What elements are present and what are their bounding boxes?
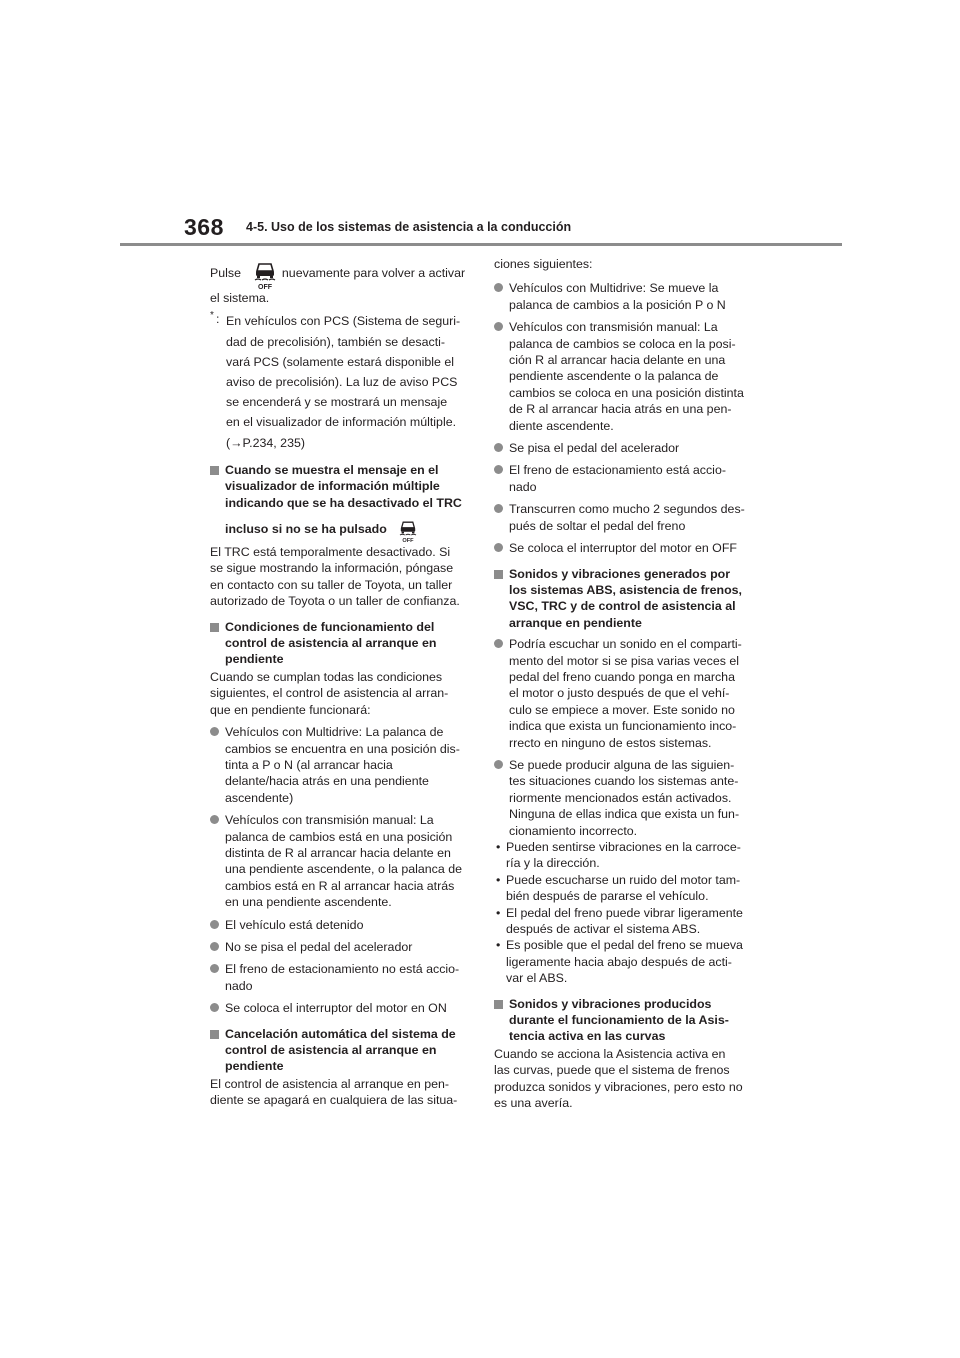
paragraph-line: Cuando se cumplan todas las condiciones	[210, 669, 443, 684]
heading-square-icon	[210, 466, 219, 475]
footnote-line: (→P.234, 235)	[226, 435, 305, 450]
heading-auto-cancel	[210, 1026, 472, 1075]
sub-list-item-line: Puede escucharse un ruido del motor tam-	[506, 872, 741, 887]
right-column	[494, 256, 756, 1112]
list-item	[494, 319, 756, 434]
paragraph-line: Cuando se acciona la Asistencia activa en	[494, 1046, 726, 1061]
list-item-line: pués de soltar el pedal del freno	[509, 518, 686, 533]
heading-line: VSC, TRC y de control de asistencia al	[509, 599, 736, 614]
list-item-line: pedal del freno cuando ponga en marcha	[509, 669, 735, 684]
list-item-line: rrecto en ninguno de estos sistemas.	[509, 735, 712, 750]
list-item-line: El freno de estacionamiento está accio-	[509, 463, 726, 478]
heading-line: pendiente	[225, 1059, 284, 1074]
heading-line: Condiciones de funcionamiento del	[225, 619, 435, 634]
bullet-dot-icon	[494, 543, 503, 552]
list-item-line: Se coloca el interruptor del motor en ON	[225, 1001, 447, 1016]
paragraph-line: las curvas, puede que el sistema de frenos	[494, 1063, 730, 1078]
list-item-line: tes situaciones cuando los sistemas ante-	[509, 774, 739, 789]
heading-curve-assist-sounds	[494, 996, 756, 1045]
sub-list-item	[494, 937, 756, 986]
left-column	[210, 258, 472, 1109]
list-item	[494, 636, 756, 751]
list-item-line: cionamiento incorrecto.	[509, 823, 638, 838]
heading-square-icon	[210, 623, 219, 632]
list-item-line: palanca de cambios se coloca en la posi-	[509, 336, 736, 351]
bullet-dot-icon	[494, 283, 503, 292]
list-item-line: El freno de estacionamiento no está accio-	[225, 962, 460, 977]
heading-line: control de asistencia al arranque en	[225, 636, 437, 651]
sub-list-item-line: El pedal del freno puede vibrar ligeramente	[506, 905, 743, 920]
list-item-line: Podría escuchar un sonido en el comparti-	[509, 637, 742, 652]
heading-line: Sonidos y vibraciones producidos	[509, 996, 712, 1011]
paragraph-line: diente se apagará en cualquiera de las situa-	[210, 1093, 458, 1108]
bullet-dot-icon	[494, 639, 503, 648]
heading-line: Sonidos y vibraciones generados por	[509, 566, 731, 581]
list-item	[210, 1000, 472, 1016]
list-item	[210, 917, 472, 933]
heading-line: arranque en pendiente	[509, 615, 642, 630]
paragraph-line: autorizado de Toyota o un taller de confianza.	[210, 594, 460, 609]
paragraph	[494, 1046, 756, 1112]
list-item-line: ascendente)	[225, 790, 294, 805]
sub-bullet-icon: •	[496, 840, 501, 854]
heading-square-icon	[210, 1030, 219, 1039]
paragraph-line: El TRC está temporalmente desactivado. Si	[210, 545, 451, 560]
heading-line: indicando que se ha desactivado el TRC	[225, 495, 462, 510]
bullet-dot-icon	[210, 942, 219, 951]
heading-line: tencia activa en las curvas	[509, 1029, 666, 1044]
heading-square-icon	[494, 570, 503, 579]
list-item	[494, 440, 756, 456]
list-item-line: delante/hacia atrás en una pendiente	[225, 774, 429, 789]
list-item-line: el motor o justo después de que el vehí-	[509, 686, 730, 701]
heading-line: Cuando se muestra el mensaje en el	[225, 462, 439, 477]
list-item-line: de R al arrancar hacia atrás en una pen-	[509, 402, 732, 417]
footnote-line: en el visualizador de información múltiple.	[226, 415, 457, 430]
bullet-dot-icon	[494, 760, 503, 769]
sub-list-item-line: después de activar el sistema ABS.	[506, 922, 701, 937]
footnote-mark: *	[210, 310, 214, 322]
list-item-line: ción R al arrancar hacia delante en una	[509, 353, 726, 368]
list-item-line: pendiente ascendente o la palanca de	[509, 369, 719, 384]
pulse-after-text: nuevamente para volver a activar	[281, 266, 466, 280]
list-item-line: una pendiente ascendente, o la palanca de	[225, 862, 462, 877]
heading-line: durante el funcionamiento de la Asis-	[509, 1013, 729, 1028]
sub-list-item-line: var el ABS.	[506, 971, 568, 986]
paragraph	[210, 1076, 472, 1109]
list-item	[494, 280, 756, 313]
pulse-instruction	[210, 258, 472, 288]
footnote-line: En vehículos con PCS (Sistema de seguri-	[226, 314, 461, 329]
paragraph	[210, 544, 472, 610]
sub-list-item-line: Es posible que el pedal del freno se mueva	[506, 938, 743, 953]
heading-trc-message	[210, 462, 472, 543]
vsc-off-icon-label: OFF	[402, 537, 414, 544]
list-item-line: Se pisa el pedal del acelerador	[509, 441, 680, 456]
vsc-off-icon	[244, 260, 278, 288]
list-item-line: Vehículos con transmisión manual: La	[509, 320, 718, 335]
heading-abs-sounds	[494, 566, 756, 632]
list-item-line: cambios se coloca en una posición distinta	[509, 385, 744, 400]
sub-list-item	[494, 839, 756, 872]
header-rule	[120, 243, 842, 246]
heading-line: Cancelación automática del sistema de	[225, 1026, 456, 1041]
list-item-line: indica que exista un funcionamiento inco-	[509, 719, 737, 734]
list-item	[494, 462, 756, 495]
heading-line: incluso si no se ha pulsado	[225, 522, 387, 537]
heading-line: los sistemas ABS, asistencia de frenos,	[509, 582, 742, 597]
bullet-dot-icon	[494, 322, 503, 331]
paragraph-line: es una avería.	[494, 1096, 573, 1111]
heading-line: visualizador de información múltiple	[225, 479, 440, 494]
list-item-line: Ninguna de ellas indica que exista un fun-	[509, 807, 740, 822]
paragraph: ciones siguientes:	[494, 257, 593, 271]
list-item	[210, 961, 472, 994]
list-item	[210, 724, 472, 806]
heading-hill-start-conditions	[210, 619, 472, 668]
sub-list-item-line: bién después de pararse el vehículo.	[506, 889, 709, 904]
heading-line-with-icon	[225, 515, 472, 543]
list-item	[494, 757, 756, 839]
paragraph-line: se sigue mostrando la información, póngase	[210, 561, 454, 576]
list-item-line: Transcurren como mucho 2 segundos des-	[509, 502, 745, 517]
bullet-dot-icon	[210, 1003, 219, 1012]
vsc-off-icon	[396, 517, 420, 543]
sub-list-item-line: ría y la dirección.	[506, 856, 600, 871]
bullet-dot-icon	[494, 504, 503, 513]
sub-bullet-icon: •	[496, 872, 501, 887]
footnote-line: vará PCS (solamente estará disponible el	[226, 354, 454, 369]
footnote-line: se encenderá y se mostrará un mensaje	[226, 395, 448, 410]
paragraph	[210, 669, 472, 718]
heading-line: pendiente	[225, 652, 284, 667]
list-item-line: No se pisa el pedal del acelerador	[225, 939, 413, 954]
list-item-line: cambios está en R al arrancar hacia atrás	[225, 878, 455, 893]
sub-list-item	[494, 905, 756, 938]
pulse-before-text: Pulse	[210, 266, 241, 280]
list-item-line: Se coloca el interruptor del motor en OFF	[509, 541, 737, 556]
list-item	[494, 501, 756, 534]
page-number: 368	[184, 214, 224, 240]
footnote	[210, 311, 472, 452]
heading-line: control de asistencia al arranque en	[225, 1043, 437, 1058]
paragraph-line: siguientes, el control de asistencia al arran-	[210, 686, 449, 701]
list-item-line: en una pendiente ascendente.	[225, 895, 392, 910]
list-item-line: Vehículos con Multidrive: La palanca de	[225, 725, 444, 740]
paragraph-line: produzca sonidos y vibraciones, pero esto no	[494, 1079, 743, 1094]
bullet-dot-icon	[210, 964, 219, 973]
list-item-line: nado	[509, 479, 537, 494]
sub-list-item	[494, 872, 756, 905]
paragraph-line: en contacto con su taller de Toyota, un taller	[210, 577, 453, 592]
paragraph-line: que en pendiente funcionará:	[210, 702, 371, 717]
section-title: 4-5. Uso de los sistemas de asistencia a la conducción	[246, 220, 572, 234]
list-item-line: nado	[225, 978, 253, 993]
vsc-off-icon-label: OFF	[258, 283, 273, 290]
list-item-line: distinta de R al arrancar hacia delante en	[225, 845, 451, 860]
list-item-line: culo se empiece a mover. Este sonido no	[509, 702, 735, 717]
list-item-line: Vehículos con transmisión manual: La	[225, 813, 434, 828]
sub-bullet-icon: •	[496, 905, 501, 920]
footnote-line: aviso de precolisión). La luz de aviso PCS	[226, 375, 458, 390]
list-item	[210, 812, 472, 910]
sub-list-item-line: Pueden sentirse vibraciones en la carroce-	[506, 840, 741, 854]
list-item-line: El vehículo está detenido	[225, 917, 364, 932]
footnote-line: dad de precolisión), también se desacti-	[226, 334, 446, 349]
list-item-line: riormente mencionados están activados.	[509, 790, 732, 805]
list-item-line: Se puede producir alguna de las siguien-	[509, 757, 735, 772]
list-item-line: palanca de cambios está en una posición	[225, 829, 453, 844]
list-item-line: diente ascendente.	[509, 418, 614, 433]
list-item	[494, 540, 756, 556]
bullet-dot-icon	[494, 443, 503, 452]
sub-list-item-line: ligeramente hacia abajo después de acti-	[506, 954, 732, 969]
paragraph-line: El control de asistencia al arranque en pen-	[210, 1076, 450, 1091]
list-item-line: cambios se encuentra en una posición dis-	[225, 741, 460, 756]
list-item-line: palanca de cambios a la posición P o N	[509, 297, 726, 312]
bullet-dot-icon	[494, 465, 503, 474]
bullet-dot-icon	[210, 727, 219, 736]
list-item-line: tinta a P o N (al arrancar hacia	[225, 757, 393, 772]
pulse-line2: el sistema.	[210, 291, 270, 305]
list-item-line: mento del motor si se pisa varias veces el	[509, 653, 740, 668]
bullet-dot-icon	[210, 815, 219, 824]
footnote-colon: :	[216, 312, 220, 327]
list-item-line: Vehículos con Multidrive: Se mueve la	[509, 281, 719, 296]
bullet-dot-icon	[210, 920, 219, 929]
list-item	[210, 939, 472, 955]
heading-square-icon	[494, 1000, 503, 1009]
sub-bullet-icon: •	[496, 938, 501, 953]
